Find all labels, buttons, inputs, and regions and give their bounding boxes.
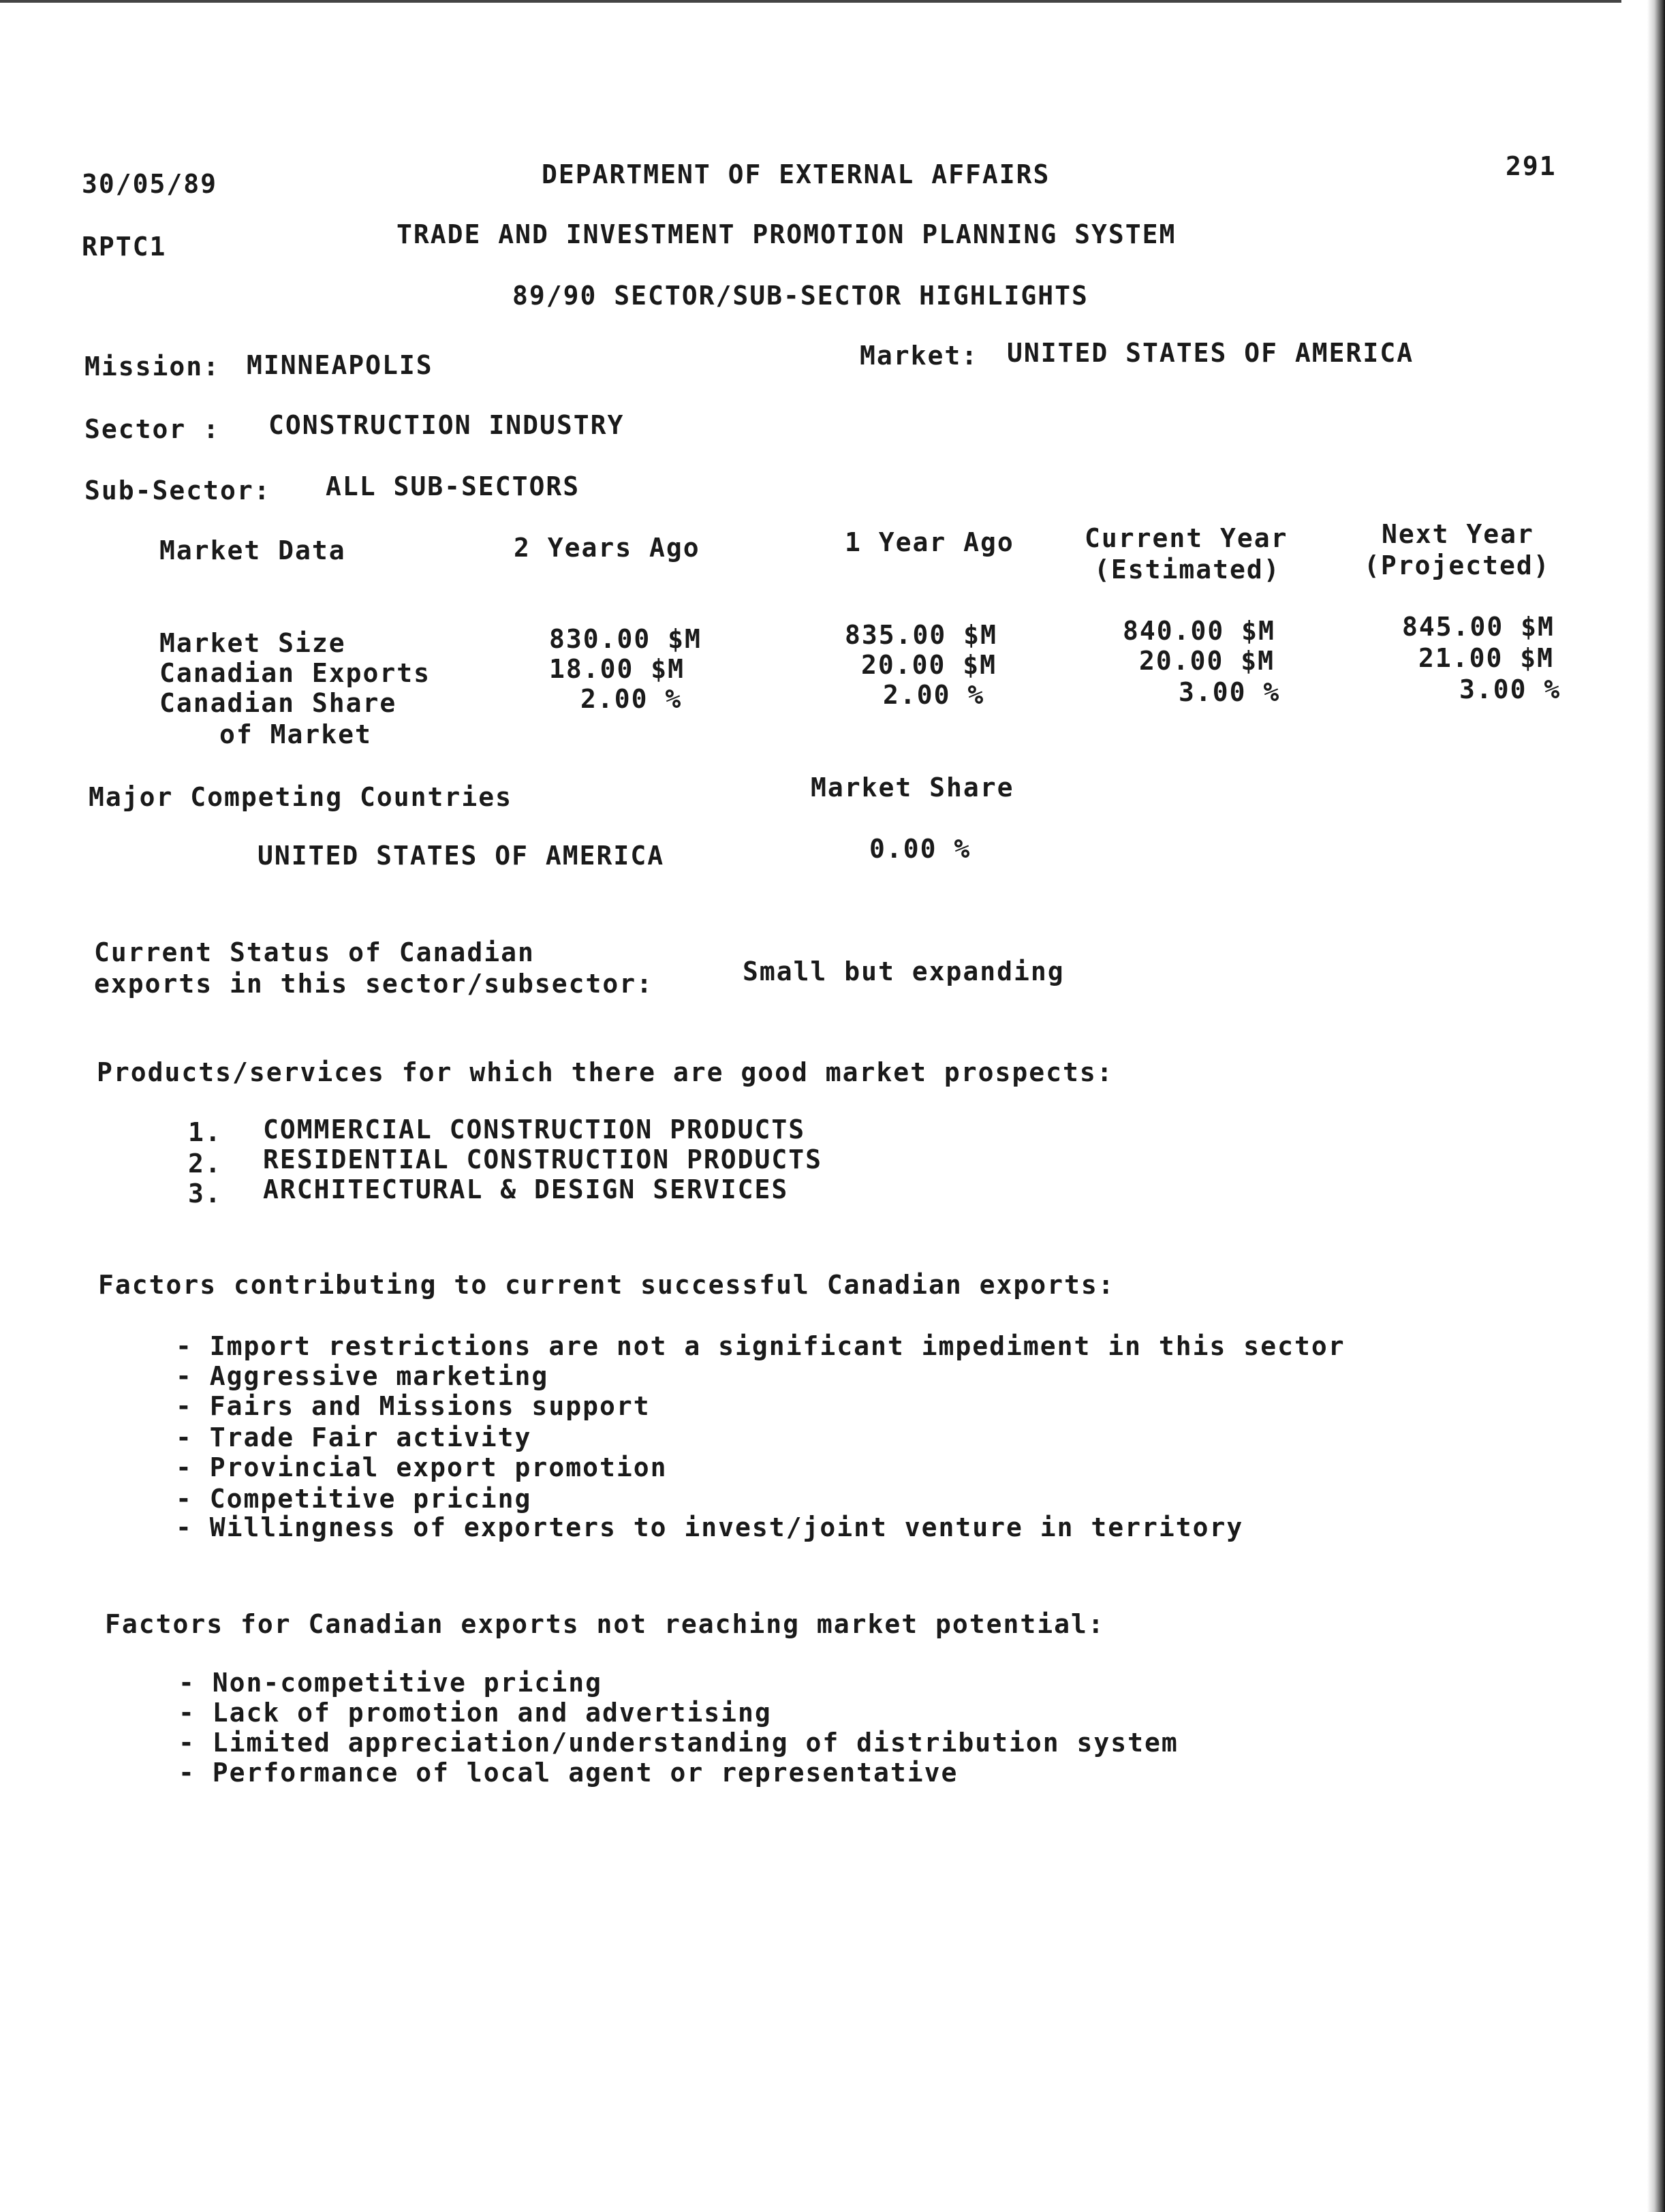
barrier-factors-heading: Factors for Canadian exports not reaching market potential: — [105, 1609, 1105, 1639]
success-factor-1: - Import restrictions are not a significant impediment in this sector — [176, 1331, 1345, 1361]
page-number: 291 — [1506, 151, 1557, 181]
product-num-3: 3. — [188, 1179, 222, 1209]
market-label: Market: — [860, 341, 979, 371]
cell-share-current: 3.00 % — [1179, 677, 1281, 707]
mission-label: Mission: — [84, 352, 221, 381]
cell-market-size-current: 840.00 $M — [1123, 616, 1275, 646]
market-value: UNITED STATES OF AMERICA — [1007, 338, 1414, 368]
right-scan-edge — [1647, 0, 1665, 2212]
col-header-current-year-sub: (Estimated) — [1094, 555, 1281, 585]
market-data-title: Market Data — [159, 535, 346, 565]
col-header-1-year-ago: 1 Year Ago — [845, 527, 1014, 557]
system-name: TRADE AND INVESTMENT PROMOTION PLANNING SYSTEM — [396, 219, 1177, 249]
cell-market-size-next: 845.00 $M — [1402, 612, 1555, 642]
cell-exports-2y: 18.00 $M — [549, 654, 685, 684]
cell-market-size-2y: 830.00 $M — [549, 624, 702, 654]
status-label-line2: exports in this sector/subsector: — [94, 969, 653, 999]
status-label-line1: Current Status of Canadian — [94, 937, 535, 967]
department-name: DEPARTMENT OF EXTERNAL AFFAIRS — [542, 159, 1051, 189]
cell-share-2y: 2.00 % — [580, 684, 683, 714]
subsector-value: ALL SUB-SECTORS — [326, 471, 580, 501]
col-header-current-year: Current Year — [1085, 523, 1288, 553]
row-label-canadian-exports: Canadian Exports — [159, 658, 431, 688]
products-heading: Products/services for which there are good market prospects: — [97, 1057, 1114, 1087]
row-label-canadian-share: Canadian Share — [159, 688, 397, 718]
col-header-next-year: Next Year — [1382, 519, 1534, 549]
success-factor-6: - Competitive pricing — [176, 1484, 532, 1514]
product-num-2: 2. — [188, 1149, 222, 1179]
market-share-heading: Market Share — [811, 773, 1014, 803]
subsector-label: Sub-Sector: — [84, 476, 271, 505]
col-header-2-years-ago: 2 Years Ago — [514, 533, 700, 563]
cell-share-1y: 2.00 % — [883, 680, 985, 710]
success-factor-3: - Fairs and Missions support — [176, 1391, 651, 1421]
competitor-country: UNITED STATES OF AMERICA — [258, 841, 665, 871]
success-factor-5: - Provincial export promotion — [176, 1452, 668, 1482]
product-text-2: RESIDENTIAL CONSTRUCTION PRODUCTS — [263, 1144, 822, 1174]
cell-exports-current: 20.00 $M — [1139, 646, 1275, 676]
barrier-factor-3: - Limited appreciation/understanding of distribution system — [178, 1728, 1179, 1758]
row-label-of-market: of Market — [219, 719, 372, 749]
row-label-market-size: Market Size — [159, 628, 346, 658]
competitors-heading: Major Competing Countries — [89, 782, 512, 812]
barrier-factor-1: - Non-competitive pricing — [178, 1668, 602, 1698]
cell-market-size-1y: 835.00 $M — [845, 620, 997, 650]
cell-exports-next: 21.00 $M — [1418, 643, 1555, 673]
status-value: Small but expanding — [743, 956, 1065, 986]
success-factors-heading: Factors contributing to current successful Canadian exports: — [98, 1270, 1115, 1300]
top-scan-edge — [0, 0, 1621, 3]
col-header-next-year-sub: (Projected) — [1364, 550, 1551, 580]
success-factor-7: - Willingness of exporters to invest/joint venture in territory — [176, 1512, 1244, 1542]
sector-label: Sector : — [84, 414, 221, 444]
product-text-3: ARCHITECTURAL & DESIGN SERVICES — [263, 1174, 789, 1204]
product-num-1: 1. — [188, 1117, 222, 1147]
barrier-factor-4: - Performance of local agent or representative — [178, 1758, 959, 1788]
report-title: 89/90 SECTOR/SUB-SECTOR HIGHLIGHTS — [512, 281, 1089, 311]
product-text-1: COMMERCIAL CONSTRUCTION PRODUCTS — [263, 1115, 806, 1144]
success-factor-2: - Aggressive marketing — [176, 1361, 549, 1391]
sector-value: CONSTRUCTION INDUSTRY — [268, 410, 625, 440]
mission-value: MINNEAPOLIS — [247, 350, 433, 380]
report-date: 30/05/89 — [82, 169, 218, 199]
cell-share-next: 3.00 % — [1459, 674, 1561, 704]
cell-exports-1y: 20.00 $M — [861, 650, 997, 680]
barrier-factor-2: - Lack of promotion and advertising — [178, 1698, 772, 1728]
success-factor-4: - Trade Fair activity — [176, 1422, 532, 1452]
report-code: RPTC1 — [82, 232, 167, 262]
competitor-share: 0.00 % — [869, 834, 971, 864]
